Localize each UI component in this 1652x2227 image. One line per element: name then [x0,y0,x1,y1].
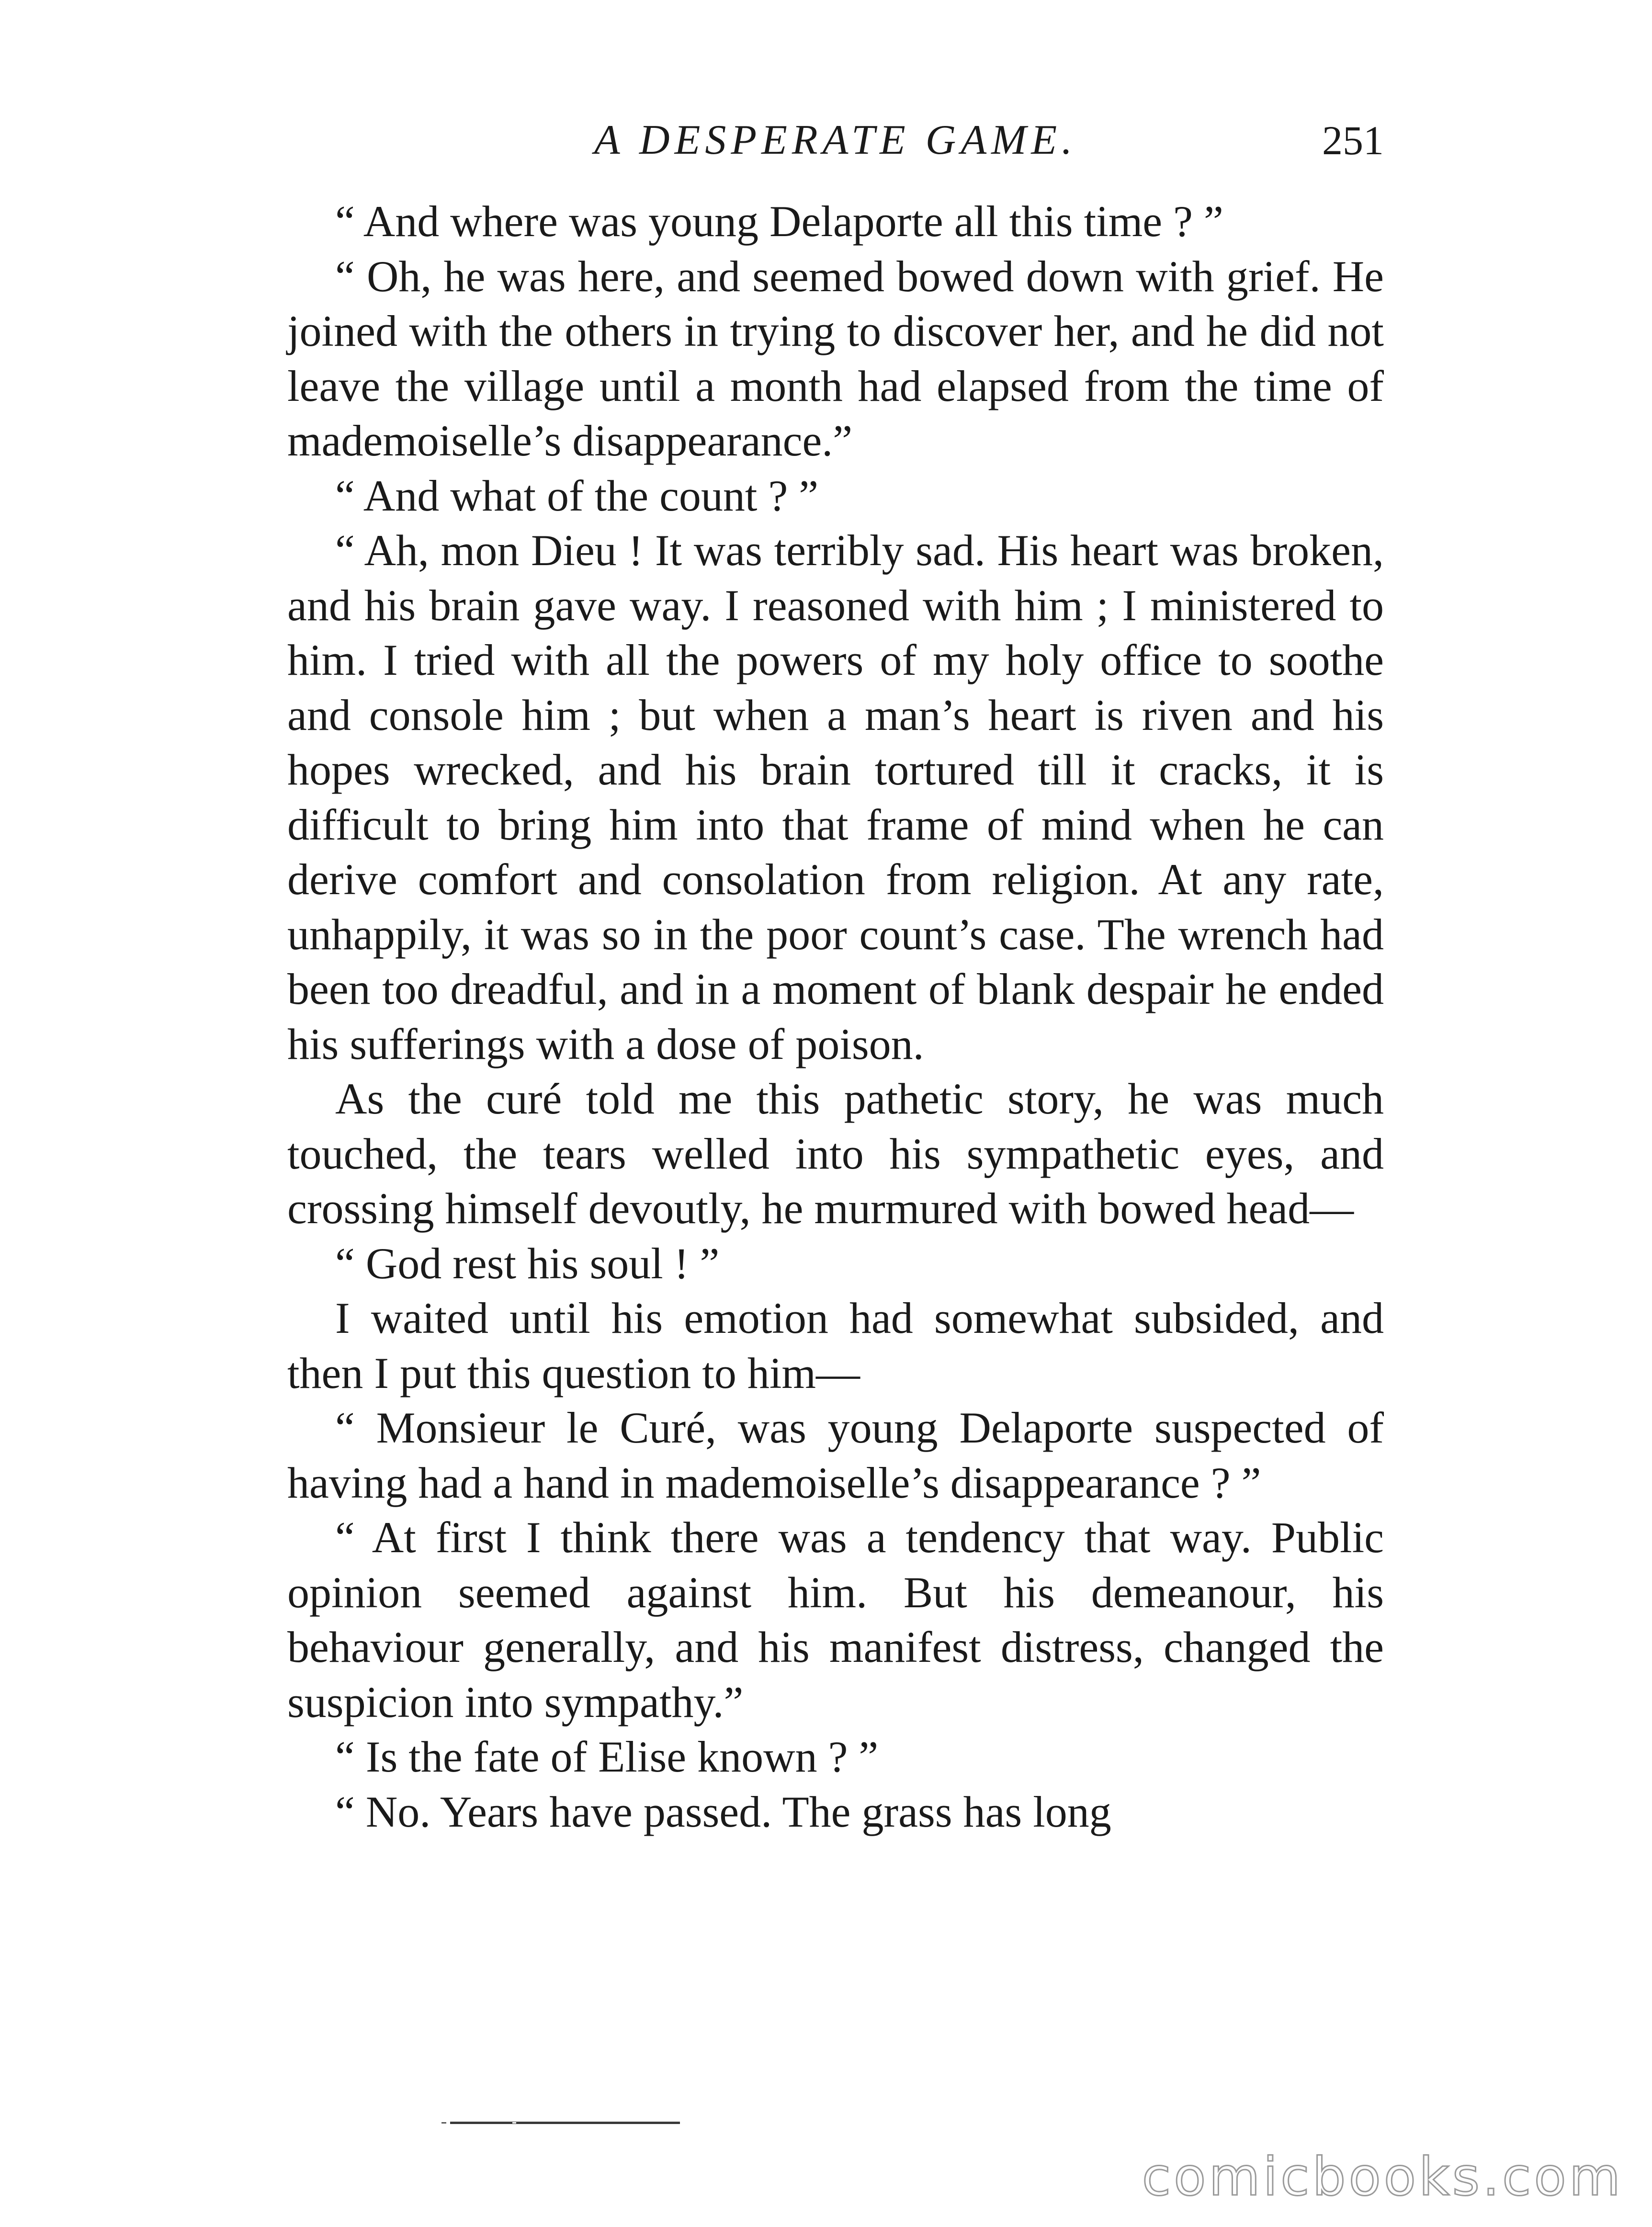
paragraph: “ Monsieur le Curé, was young Delaporte suspected of having had a hand in mademoiselle’s disappearance ? ” [287,1403,1384,1507]
paragraph: “ God rest his soul ! ” [335,1238,720,1288]
paragraph: “ Is the fate of Elise known ? ” [335,1732,879,1781]
paragraph: “ And where was young Delaporte all this time ? ” [335,197,1223,246]
paragraph: “ Oh, he was here, and seemed bowed down with grief. He joined with the others in trying to discover her, and he did not leave the village until a month had elapsed from the time of mademoiselle’s disappearance.” [287,251,1384,465]
paragraph: “ At first I think there was a tendency that way. Public opinion seemed against him. But his demeanour, his behaviour generally, and his manifest distress, changed the suspicion into sympathy.” [287,1513,1384,1727]
running-head [287,109,1384,171]
paragraph: I waited until his emotion had somewhat subsided, and then I put this question to him— [287,1294,1384,1398]
paragraph: “ No. Years have passed. The grass has long [335,1787,1111,1836]
running-title: A DESPERATE GAME. [594,117,1077,163]
body-text [287,194,1384,1839]
watermark: comicbooks.com [1142,2146,1623,2207]
page-number: 251 [1322,117,1384,163]
paragraph: As the curé told me this pathetic story, he was much touched, the tears welled into his sympathetic eyes, and crossing himself devoutly, he murmured with bowed head— [287,1074,1384,1233]
paragraph: “ Ah, mon Dieu ! It was terribly sad. His heart was broken, and his brain gave way. I reasoned with him ; I ministered to him. I tried with all the powers of my holy office to soothe and console him ; but when a man’s heart is riven and his hopes wrecked, and his brain tortured till it cracks, it is difficult to bring him into that frame of mind when he can derive comfort and consolation from religion. At any rate, unhappily, it was so in the poor count’s case. The wrench had been too dreadful, and in a moment of blank despair he ended his sufferings with a dose of poison. [287,526,1384,1068]
footer-rule [450,2122,680,2124]
paragraph: “ And what of the count ? ” [335,471,819,520]
